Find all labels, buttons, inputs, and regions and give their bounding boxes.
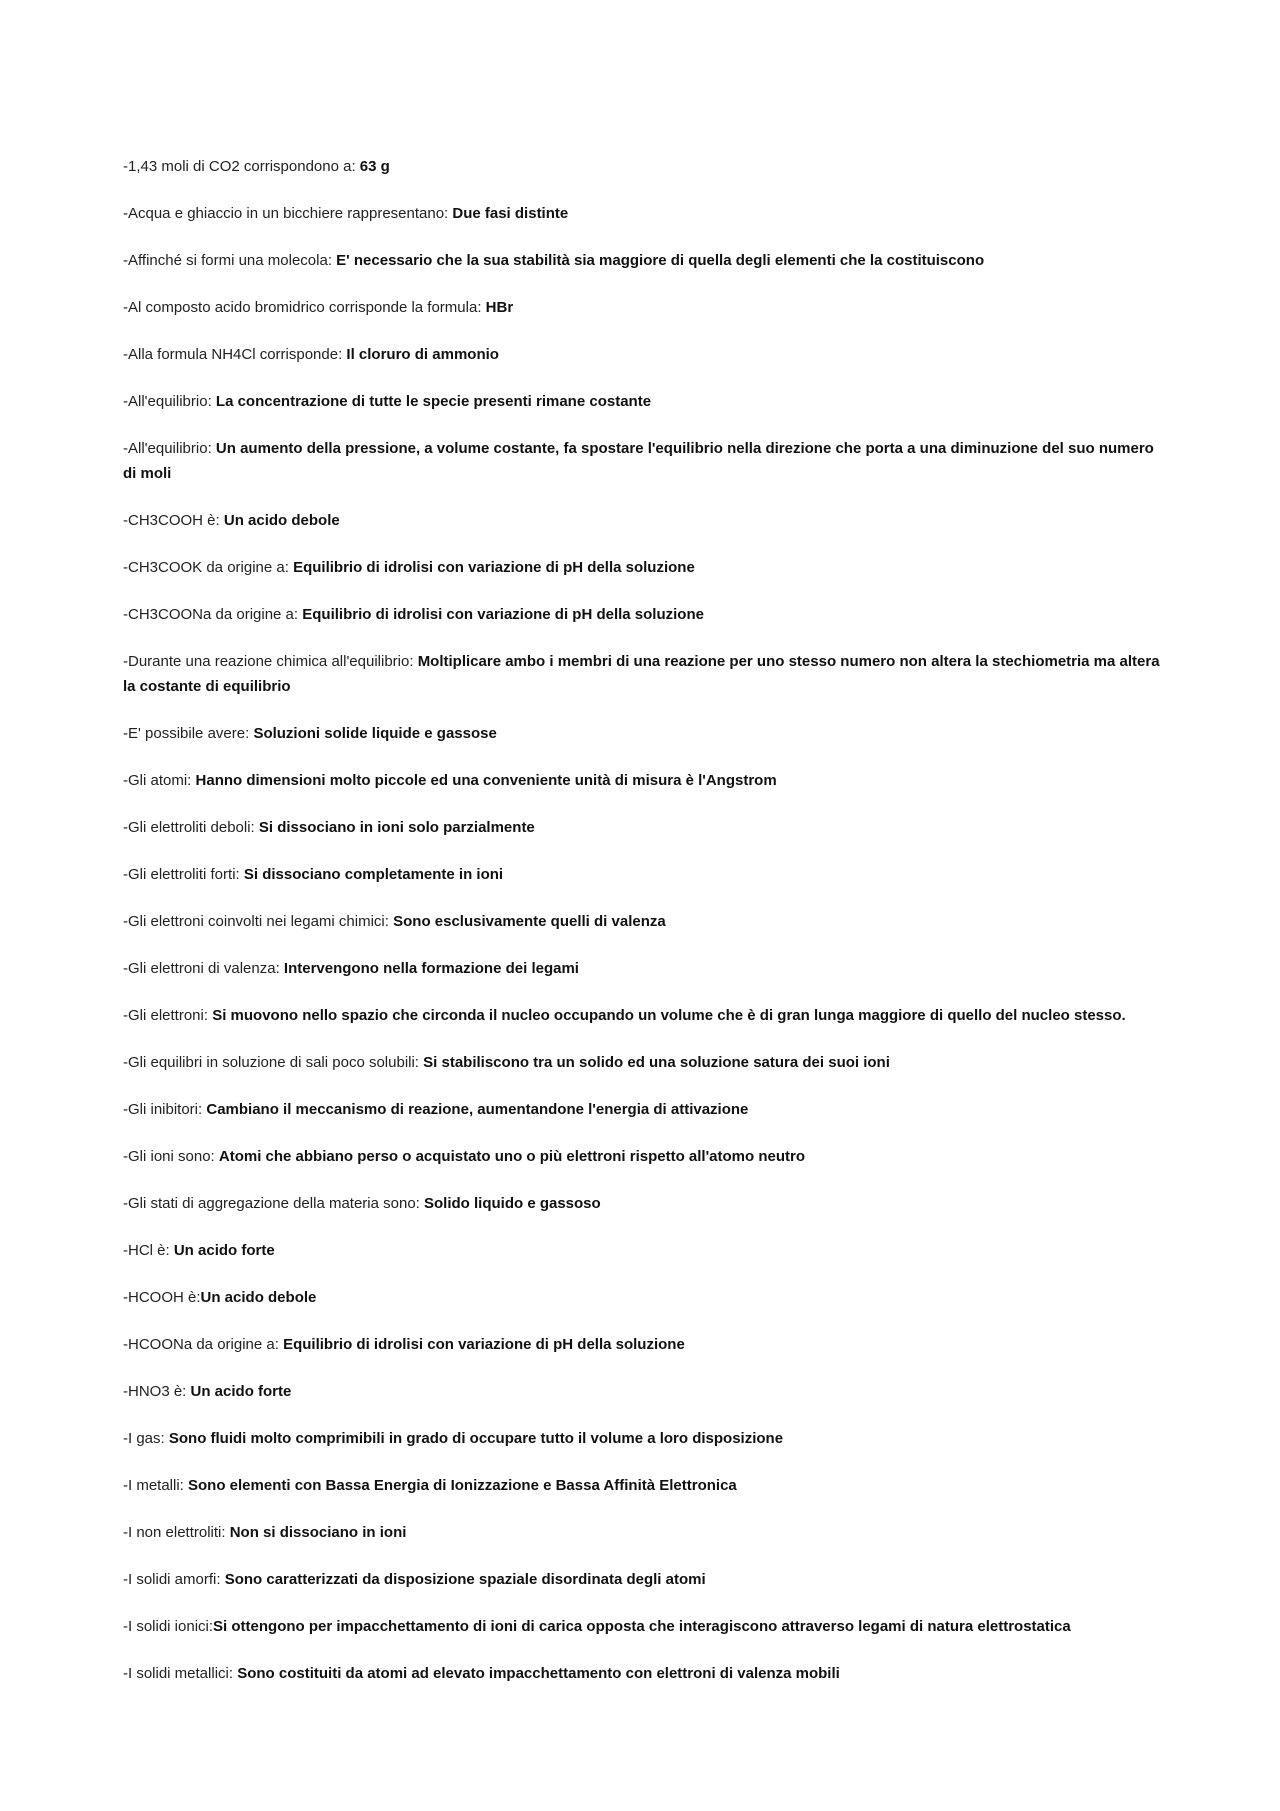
answer-text: Si stabiliscono tra un solido ed una soluzione satura dei suoi ioni bbox=[423, 1054, 890, 1071]
answer-text: Atomi che abbiano perso o acquistato uno o più elettroni rispetto all'atomo neutro bbox=[218, 1148, 805, 1165]
answer-text: Si dissociano completamente in ioni bbox=[243, 866, 504, 883]
answer-text: Sono elementi con Bassa Energia di Ionizzazione e Bassa Affinità Elettronica bbox=[188, 1477, 737, 1494]
document-page bbox=[123, 154, 1163, 1708]
qa-item bbox=[123, 1097, 1163, 1122]
question-text: -Affinché si formi una molecola: bbox=[123, 252, 337, 269]
qa-item bbox=[123, 909, 1163, 934]
answer-text: Equilibrio di idrolisi con variazione di pH della soluzione bbox=[302, 606, 704, 623]
question-text: -I solidi amorfi: bbox=[123, 1571, 225, 1588]
question-text: -1,43 moli di CO2 corrispondono a: bbox=[123, 158, 360, 175]
question-text: -HNO3 è: bbox=[123, 1383, 191, 1400]
question-text: -Gli inibitori: bbox=[123, 1101, 207, 1118]
answer-text: Cambiano il meccanismo di reazione, aumentandone l'energia di attivazione bbox=[206, 1101, 749, 1118]
qa-item bbox=[123, 1003, 1163, 1028]
question-text: -HCOOH è: bbox=[123, 1289, 201, 1306]
answer-text: Si muovono nello spazio che circonda il nucleo occupando un volume che è di gran lunga maggiore di quello del nucleo stesso. bbox=[212, 1007, 1126, 1024]
answer-text: Solido liquido e gassoso bbox=[424, 1195, 601, 1212]
qa-item bbox=[123, 602, 1163, 627]
answer-text: Sono esclusivamente quelli di valenza bbox=[393, 913, 666, 930]
question-text: -Alla formula NH4Cl corrisponde: bbox=[123, 346, 347, 363]
qa-item bbox=[123, 1379, 1163, 1404]
question-text: -HCOONa da origine a: bbox=[123, 1336, 284, 1353]
question-text: -I solidi metallici: bbox=[123, 1665, 238, 1682]
question-text: -Gli elettroni: bbox=[123, 1007, 213, 1024]
answer-text: HBr bbox=[485, 299, 514, 316]
question-text: -Gli elettroliti deboli: bbox=[123, 819, 259, 836]
answer-text: Un acido forte bbox=[173, 1242, 275, 1259]
question-text: -Gli equilibri in soluzione di sali poco solubili: bbox=[123, 1054, 424, 1071]
question-text: -E' possibile avere: bbox=[123, 725, 254, 742]
question-text: -Gli stati di aggregazione della materia sono: bbox=[123, 1195, 424, 1212]
qa-item bbox=[123, 1520, 1163, 1545]
question-text: -I solidi ionici: bbox=[123, 1618, 214, 1635]
answer-text: Un aumento della pressione, a volume costante, fa spostare l'equilibrio nella direzione che porta a una diminuzione del suo numero di moli bbox=[123, 440, 1154, 482]
qa-item bbox=[123, 154, 1163, 179]
answer-text: Moltiplicare ambo i membri di una reazione per uno stesso numero non altera la stechiometria ma altera la costante di equilibrio bbox=[123, 653, 1160, 695]
question-text: -Gli elettroni di valenza: bbox=[123, 960, 284, 977]
question-text: -CH3COOK da origine a: bbox=[123, 559, 294, 576]
answer-text: Hanno dimensioni molto piccole ed una conveniente unità di misura è l'Angstrom bbox=[195, 772, 777, 789]
qa-item bbox=[123, 1144, 1163, 1169]
qa-item bbox=[123, 555, 1163, 580]
answer-text: Si ottengono per impacchettamento di ioni di carica opposta che interagiscono attraverso legami di natura elettrostatica bbox=[213, 1618, 1071, 1635]
qa-item bbox=[123, 508, 1163, 533]
qa-item bbox=[123, 248, 1163, 273]
qa-item bbox=[123, 1426, 1163, 1451]
qa-item bbox=[123, 1332, 1163, 1357]
question-text: -Durante una reazione chimica all'equilibrio: bbox=[123, 653, 418, 670]
qa-item bbox=[123, 862, 1163, 887]
question-text: -Gli elettroni coinvolti nei legami chimici: bbox=[123, 913, 394, 930]
question-text: -I non elettroliti: bbox=[123, 1524, 230, 1541]
question-text: -Gli ioni sono: bbox=[123, 1148, 219, 1165]
qa-item bbox=[123, 1661, 1163, 1686]
answer-text: Non si dissociano in ioni bbox=[229, 1524, 407, 1541]
question-text: -All'equilibrio: bbox=[123, 440, 216, 457]
answer-text: Sono costituiti da atomi ad elevato impacchettamento con elettroni di valenza mobili bbox=[237, 1665, 840, 1682]
question-text: -HCl è: bbox=[123, 1242, 174, 1259]
qa-item bbox=[123, 1050, 1163, 1075]
question-text: -All'equilibrio: bbox=[123, 393, 216, 410]
answer-text: Intervengono nella formazione dei legami bbox=[283, 960, 579, 977]
qa-item bbox=[123, 649, 1163, 699]
qa-item bbox=[123, 815, 1163, 840]
answer-text: Equilibrio di idrolisi con variazione di pH della soluzione bbox=[283, 1336, 685, 1353]
answer-text: Soluzioni solide liquide e gassose bbox=[253, 725, 497, 742]
qa-item bbox=[123, 1285, 1163, 1310]
question-text: -Gli atomi: bbox=[123, 772, 196, 789]
qa-item bbox=[123, 721, 1163, 746]
qa-item bbox=[123, 1238, 1163, 1263]
answer-text: Due fasi distinte bbox=[452, 205, 569, 222]
question-text: -CH3COOH è: bbox=[123, 512, 224, 529]
answer-text: Sono caratterizzati da disposizione spaziale disordinata degli atomi bbox=[224, 1571, 706, 1588]
question-text: -CH3COONa da origine a: bbox=[123, 606, 303, 623]
qa-item bbox=[123, 389, 1163, 414]
question-text: -Al composto acido bromidrico corrisponde la formula: bbox=[123, 299, 486, 316]
answer-text: Equilibrio di idrolisi con variazione di pH della soluzione bbox=[293, 559, 695, 576]
qa-item bbox=[123, 436, 1163, 486]
qa-item bbox=[123, 768, 1163, 793]
answer-text: Sono fluidi molto comprimibili in grado di occupare tutto il volume a loro disposizione bbox=[168, 1430, 784, 1447]
qa-item bbox=[123, 1614, 1163, 1639]
answer-text: E' necessario che la sua stabilità sia maggiore di quella degli elementi che la costituiscono bbox=[336, 252, 985, 269]
qa-item bbox=[123, 1191, 1163, 1216]
answer-text: Un acido debole bbox=[200, 1289, 317, 1306]
answer-text: 63 g bbox=[359, 158, 390, 175]
answer-text: Il cloruro di ammonio bbox=[346, 346, 499, 363]
answer-text: La concentrazione di tutte le specie presenti rimane costante bbox=[215, 393, 652, 410]
answer-text: Un acido debole bbox=[223, 512, 340, 529]
qa-item bbox=[123, 956, 1163, 981]
question-text: -Gli elettroliti forti: bbox=[123, 866, 244, 883]
question-text: -Acqua e ghiaccio in un bicchiere rappresentano: bbox=[123, 205, 453, 222]
answer-text: Si dissociano in ioni solo parzialmente bbox=[258, 819, 535, 836]
question-text: -I metalli: bbox=[123, 1477, 189, 1494]
qa-item bbox=[123, 1567, 1163, 1592]
qa-item bbox=[123, 342, 1163, 367]
qa-item bbox=[123, 295, 1163, 320]
qa-item bbox=[123, 201, 1163, 226]
qa-item bbox=[123, 1473, 1163, 1498]
question-text: -I gas: bbox=[123, 1430, 169, 1447]
answer-text: Un acido forte bbox=[190, 1383, 292, 1400]
